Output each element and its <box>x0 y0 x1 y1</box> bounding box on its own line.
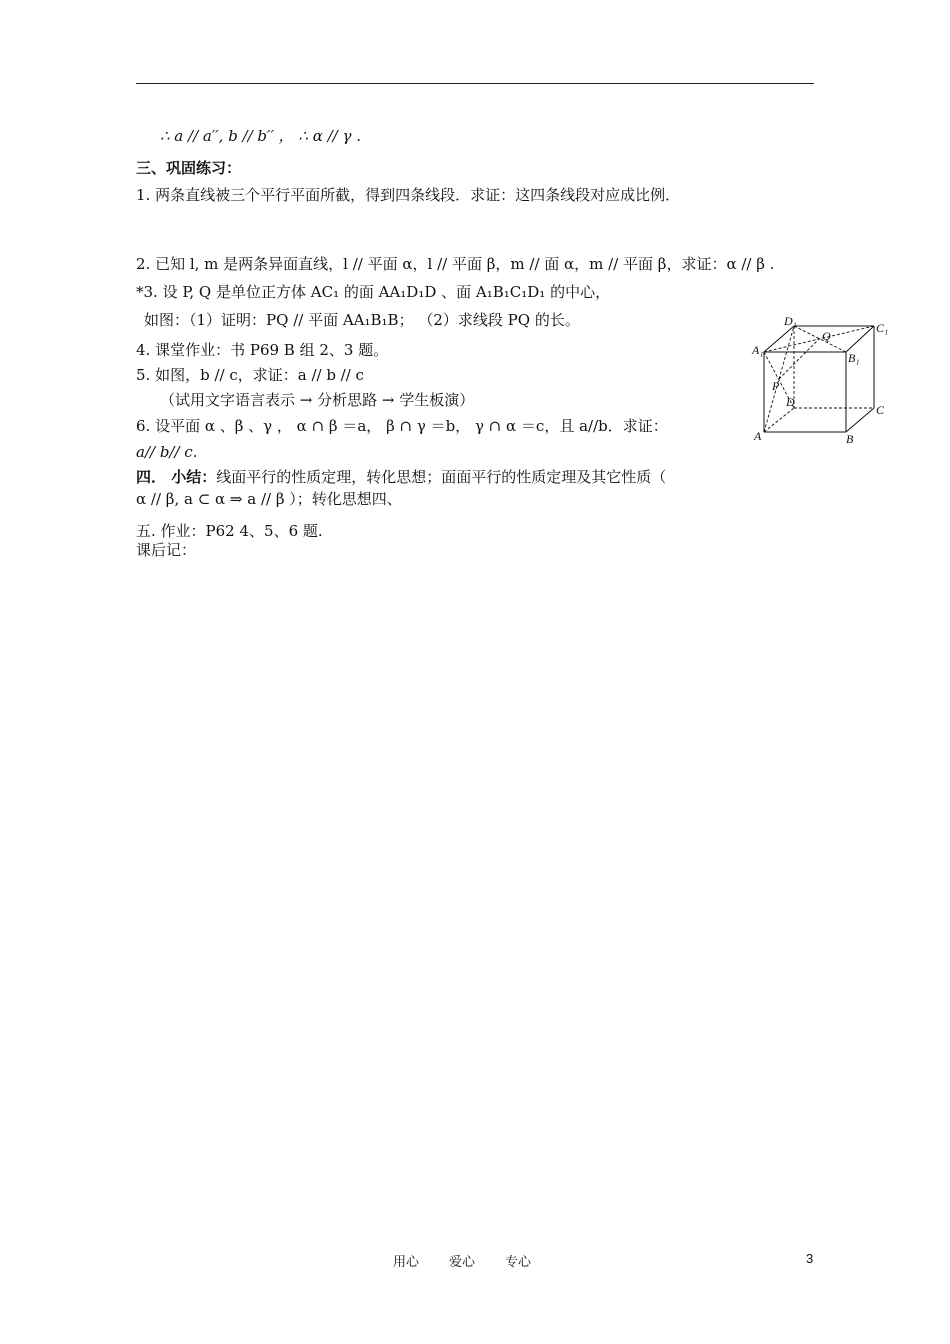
label-B: B <box>846 432 854 446</box>
exercise-5-method: （试用文字语言表示 → 分析思路 → 学生板演） <box>160 391 475 409</box>
section-heading-practice: 三、巩固练习： <box>136 159 242 177</box>
label-Q: Q <box>822 329 831 343</box>
edge-C1-B1 <box>846 326 874 352</box>
footer-left: 用心 <box>393 1255 420 1270</box>
homework-line: 五. 作业：P62 4、5、6 题. <box>136 522 323 540</box>
exercise-3: *3. 设 P, Q 是单位正方体 AC₁ 的面 AA₁D₁D 、面 A₁B₁C₁D₁ 的中心， <box>136 283 611 301</box>
label-C: C <box>876 403 885 417</box>
label-P: P <box>772 379 780 393</box>
summary-line <box>136 467 666 487</box>
after-class-notes: 课后记： <box>136 541 197 559</box>
exercise-1: 1. 两条直线被三个平行平面所截，得到四条线段．求证：这四条线段对应成比例． <box>136 186 681 204</box>
hidden-edge-A-D <box>764 408 794 432</box>
page-number: 3 <box>806 1251 814 1266</box>
footer-right: 专心 <box>505 1255 532 1270</box>
header-rule <box>136 83 814 84</box>
label-D1: D₁ <box>784 314 797 328</box>
summary-line-2: α // β, a ⊂ α ⇒ a // β ）；转化思想四、 <box>136 490 402 508</box>
exercise-5: 5. 如图，b // c，求证：a // b // c <box>136 366 364 384</box>
label-B1: B₁ <box>848 351 860 365</box>
exercise-6: 6. 设平面 α 、β 、γ ， α ∩ β ＝a， β ∩ γ ＝b， γ ∩ α ＝c，且 a//b．求证： <box>136 417 668 435</box>
exercise-3-parts: 如图：（1）证明：PQ // 平面 AA₁B₁B； （2）求线段 PQ 的长。 <box>144 311 580 329</box>
exercise-2: 2. 已知 l, m 是两条异面直线，l // 平面 α，l // 平面 β，m // 面 α，m // 平面 β，求证：α // β . <box>136 255 775 273</box>
summary-label: 四． 小结： <box>136 468 217 486</box>
conclusion-line: ∴ a // a′′, b // b′′ ， ∴ α // γ . <box>160 127 361 145</box>
summary-text: 线面平行的性质定理，转化思想；面面平行的性质定理及其它性质（ <box>216 468 667 486</box>
label-C1: C₁ <box>876 321 889 335</box>
exercise-6-conclusion: a// b// c. <box>136 443 198 461</box>
edge-C-B <box>846 408 874 432</box>
label-A: A <box>754 429 762 443</box>
label-A1: A₁ <box>752 343 764 357</box>
label-D: D <box>786 395 795 409</box>
footer-mid: 爱心 <box>449 1255 476 1270</box>
exercise-4: 4. 课堂作业：书 P69 B 组 2、3 题。 <box>136 341 389 359</box>
cube-figure <box>748 312 898 447</box>
